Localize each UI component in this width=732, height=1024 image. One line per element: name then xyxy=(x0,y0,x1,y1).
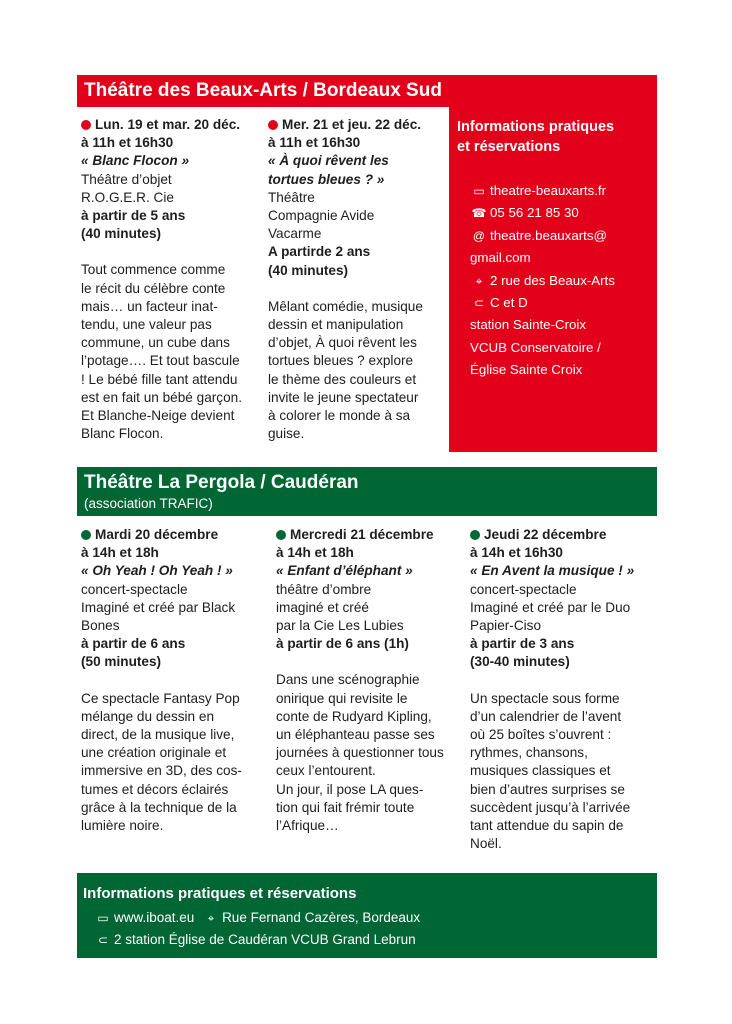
desc-line: tumes et décors éclairés xyxy=(81,781,229,797)
show-genre: concert-spectacle xyxy=(81,581,188,597)
show-company: Compagnie Avide xyxy=(268,208,375,224)
desc-line: un éléphanteau passe ses xyxy=(276,727,435,743)
desc-line: d’un calendrier de l’avent xyxy=(470,708,622,724)
desc-line: Blanc Flocon. xyxy=(81,426,164,442)
desc-line: conte de Rudyard Kipling, xyxy=(276,708,432,724)
show-date: Lun. 19 et mar. 20 déc. xyxy=(81,116,256,134)
show-card-blanc-flocon xyxy=(81,116,256,443)
desc-line: où 25 boîtes s’ouvrent : xyxy=(470,727,612,743)
show-date: Mercredi 21 décembre xyxy=(276,526,462,544)
desc-line: Ce spectacle Fantasy Pop xyxy=(81,690,240,706)
desc-line: tortues bleues ? explore xyxy=(268,353,414,369)
show-date: Jeudi 22 décembre xyxy=(470,526,655,544)
vcub-text: VCUB Conservatoire / xyxy=(470,339,601,355)
phone-row xyxy=(470,202,615,224)
desc-line: musiques classiques et xyxy=(470,763,611,779)
desc-line: bien d’autres surprises se xyxy=(470,781,625,797)
bullet-dot-icon xyxy=(268,120,278,130)
show-genre: Théâtre d’objet xyxy=(81,171,172,187)
web-address-row xyxy=(94,908,420,928)
transport-row xyxy=(94,930,416,950)
web-icon: ▭ xyxy=(97,911,109,925)
show-age: à partir de 6 ans xyxy=(81,636,186,652)
show-credit: Imaginé et créé par le Duo xyxy=(470,599,631,615)
desc-line: tendu, une valeur pas xyxy=(81,317,212,333)
location-icon: ⌖ xyxy=(475,273,483,288)
show-name: « Oh Yeah ! Oh Yeah ! » xyxy=(81,563,233,579)
section-title: Théâtre La Pergola / Caudéran xyxy=(84,472,359,493)
desc-line: succèdent jusqu’à l’arrivée xyxy=(470,799,631,815)
station-text: station Sainte-Croix xyxy=(470,317,587,333)
show-genre: théâtre d’ombre xyxy=(276,581,372,597)
bullet-dot-icon xyxy=(276,530,286,540)
website-link[interactable]: theatre-beauxarts.fr xyxy=(490,183,607,198)
show-time: à 14h et 16h30 xyxy=(470,545,563,561)
desc-line: direct, de la musique live, xyxy=(81,727,235,743)
section-subtitle: (association TRAFIC) xyxy=(84,496,213,511)
desc-line: ! Le bébé fille tant attendu xyxy=(81,371,238,387)
show-age: à partir de 5 ans xyxy=(81,208,186,224)
show-credit: Bones xyxy=(81,618,120,634)
show-card-en-avent xyxy=(470,526,655,853)
web-icon: ▭ xyxy=(473,184,485,198)
desc-line: ceux l’entourent. xyxy=(276,763,376,779)
desc-line: le thème des couleurs et xyxy=(268,371,417,387)
show-credit: Imaginé et créé par Black xyxy=(81,599,236,615)
show-time: à 14h et 18h xyxy=(81,545,159,561)
section-header-beaux-arts xyxy=(77,75,657,107)
address-text: Rue Fernand Cazères, Bordeaux xyxy=(222,910,421,925)
show-age: A partirde 2 ans xyxy=(268,244,371,260)
show-name: « À quoi rêvent les xyxy=(268,153,389,169)
address-row xyxy=(470,270,615,292)
desc-line: l’potage…. Et tout bascule xyxy=(81,353,240,369)
desc-line: Un jour, il pose LA ques- xyxy=(276,781,424,797)
tram-icon: ⊂ xyxy=(97,933,109,947)
show-credit: par la Cie Les Lubies xyxy=(276,618,404,634)
show-card-oh-yeah xyxy=(81,526,261,835)
show-company: R.O.G.E.R. Cie xyxy=(81,189,174,205)
website-row xyxy=(470,180,615,202)
phone-icon: ☎ xyxy=(471,206,487,221)
section-header-pergola xyxy=(77,467,657,516)
desc-line: Un spectacle sous forme xyxy=(470,690,620,706)
tram-row xyxy=(470,292,615,314)
info-title: Informations pratiques et réservations xyxy=(83,885,357,902)
desc-line: Tout commence comme xyxy=(81,262,226,278)
desc-line: tant attendue du sapin de xyxy=(470,818,624,834)
show-company: Vacarme xyxy=(268,226,322,242)
desc-line: d’objet, À quoi rêvent les xyxy=(268,335,417,351)
email-row-cont[interactable]: gmail.com xyxy=(470,250,531,266)
desc-line: à colorer le monde à sa xyxy=(268,408,411,424)
info-box-pergola xyxy=(77,873,657,958)
bullet-dot-icon xyxy=(81,120,91,130)
desc-line: est en fait un bébé garçon. xyxy=(81,389,242,405)
show-time: à 11h et 16h30 xyxy=(268,135,361,151)
section-title: Théâtre des Beaux-Arts / Bordeaux Sud xyxy=(84,80,442,101)
desc-line: guise. xyxy=(268,426,305,442)
show-date: Mardi 20 décembre xyxy=(81,526,261,544)
show-credit: imaginé et créé xyxy=(276,599,369,615)
bullet-dot-icon xyxy=(81,530,91,540)
desc-line: mélange du dessin en xyxy=(81,708,215,724)
desc-line: Dans une scénographie xyxy=(276,672,420,688)
show-time: à 11h et 16h30 xyxy=(81,135,174,151)
desc-line: Mêlant comédie, musique xyxy=(268,298,423,314)
desc-line: journées à questionner tous xyxy=(276,745,444,761)
desc-line: rythmes, chansons, xyxy=(470,745,588,761)
phone-number[interactable]: 05 56 21 85 30 xyxy=(490,205,579,221)
at-icon: @ xyxy=(472,228,486,243)
desc-line: une création originale et xyxy=(81,745,227,761)
show-name: « Blanc Flocon » xyxy=(81,153,190,169)
show-duration: (50 minutes) xyxy=(81,654,162,670)
tram-lines: C et D xyxy=(490,295,528,311)
show-name: « En Avent la musique ! » xyxy=(470,563,635,579)
desc-line: Et Blanche-Neige devient xyxy=(81,408,235,424)
show-time: à 14h et 18h xyxy=(276,545,354,561)
show-name: tortues bleues ? » xyxy=(268,171,385,187)
bullet-dot-icon xyxy=(470,530,480,540)
show-duration: (40 minutes) xyxy=(81,226,162,242)
website-link[interactable]: www.iboat.eu xyxy=(114,910,195,925)
email-row xyxy=(470,225,615,247)
desc-line: le récit du célèbre conte xyxy=(81,280,226,296)
show-card-enfant-elephant xyxy=(276,526,462,835)
desc-line: immersive en 3D, des cos- xyxy=(81,763,242,779)
show-name: « Enfant d’éléphant » xyxy=(276,563,413,579)
show-duration: (30-40 minutes) xyxy=(470,654,570,670)
email-link[interactable]: theatre.beauxarts@ xyxy=(490,227,607,243)
info-title: Informations pratiques et réservations xyxy=(457,119,615,155)
show-age: à partir de 3 ans xyxy=(470,636,575,652)
desc-line: lumière noire. xyxy=(81,818,164,834)
show-credit: Papier-Ciso xyxy=(470,618,542,634)
show-card-tortues-bleues xyxy=(268,116,443,443)
transport-text: 2 station Église de Caudéran VCUB Grand Lebrun xyxy=(114,932,416,947)
desc-line: commune, un cube dans xyxy=(81,335,230,351)
show-duration: (40 minutes) xyxy=(268,262,349,278)
show-date: Mer. 21 et jeu. 22 déc. xyxy=(268,116,443,134)
info-box-beaux-arts xyxy=(449,107,657,452)
desc-line: grâce à la technique de la xyxy=(81,799,237,815)
show-genre: Théâtre xyxy=(268,189,315,205)
address-text: 2 rue des Beaux-Arts xyxy=(490,272,615,288)
info-list xyxy=(470,180,615,382)
desc-line: mais… un facteur inat- xyxy=(81,298,218,314)
desc-line: l’Afrique… xyxy=(276,818,339,834)
location-icon: ⌖ xyxy=(207,911,215,925)
desc-line: dessin et manipulation xyxy=(268,317,404,333)
desc-line: invite le jeune spectateur xyxy=(268,389,419,405)
show-age: à partir de 6 ans (1h) xyxy=(276,636,409,652)
vcub-text: Église Sainte Croix xyxy=(470,362,583,378)
show-genre: concert-spectacle xyxy=(470,581,577,597)
desc-line: Noël. xyxy=(470,836,502,852)
desc-line: onirique qui revisite le xyxy=(276,690,408,706)
desc-line: tion qui fait frémir toute xyxy=(276,799,415,815)
tram-icon: ⊂ xyxy=(473,296,485,311)
